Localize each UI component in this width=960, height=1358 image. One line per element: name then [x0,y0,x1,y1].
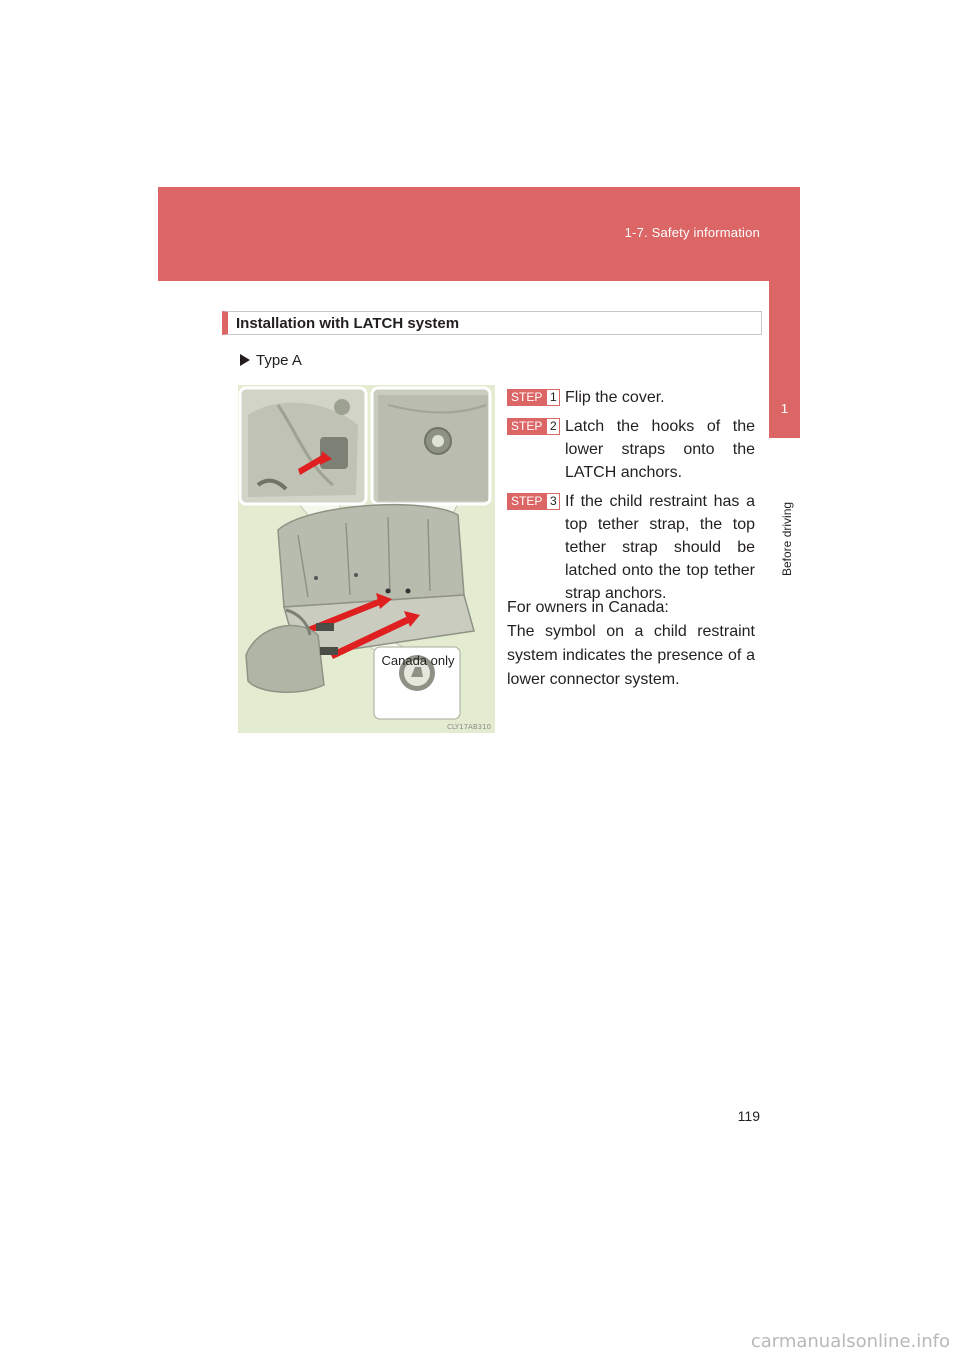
header-band [158,187,800,281]
step-list [507,386,755,611]
step-badge-word: STEP [507,493,546,510]
canada-note [507,596,755,692]
step-number: 2 [546,418,560,435]
triangle-bullet-icon [240,354,250,366]
step-text: Latch the hooks of the lower straps onto the LATCH anchors. [565,418,755,481]
step-item [507,386,755,409]
step-item [507,490,755,605]
step-badge-word: STEP [507,389,546,406]
chapter-number: 1 [780,401,789,416]
section-heading-text: Installation with LATCH system [236,315,460,332]
figure-code: CLY17AB310 [447,723,491,731]
type-label-text: Type A [256,352,302,369]
canada-only-label: Canada only [381,653,455,668]
step-badge [507,418,560,435]
step-badge [507,389,560,406]
step-number: 3 [546,493,560,510]
step-item [507,415,755,484]
canada-note-heading: For owners in Canada: [507,599,669,616]
latch-illustration [238,385,495,733]
step-badge [507,493,560,510]
canada-note-body: The symbol on a child restraint system indicates the presence of a lower connector system. [507,623,755,688]
chapter-tab [769,281,800,438]
step-number: 1 [546,389,560,406]
section-title: 1-7. Safety information [624,225,760,240]
step-badge-word: STEP [507,418,546,435]
page-number: 119 [737,1108,760,1124]
step-text: Flip the cover. [565,389,665,406]
section-heading [222,311,762,335]
chapter-title-text: Before driving [780,501,794,576]
chapter-title [778,456,794,576]
step-text: If the child restraint has a top tether strap, the top tether strap should be latched onto the top tether strap anchors. [565,493,755,602]
type-label [240,352,302,369]
watermark: carmanualsonline.info [750,1331,950,1352]
latch-illustration-graphic [238,385,495,733]
